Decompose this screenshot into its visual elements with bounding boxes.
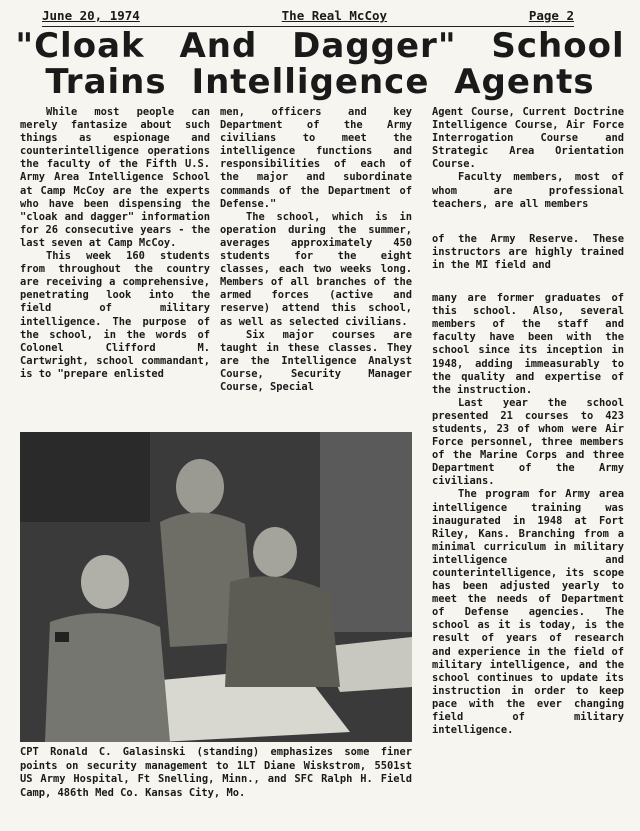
paragraph: Six major courses are taught in these classes. They are the Intelligence Analyst Course, Security Manager Course, Special bbox=[220, 328, 412, 393]
headline-line-2: Trains Intelligence Agents bbox=[45, 62, 595, 102]
headline-line-1: "Cloak And Dagger" School bbox=[15, 26, 625, 66]
paragraph: Last year the school presented 21 courses to 423 students, 23 of whom were Air Force personnel, three members of the Marine Corps and three Department of the Army civilians. bbox=[432, 396, 624, 488]
page-number: Page 2 bbox=[528, 8, 574, 23]
photo-illustration bbox=[20, 432, 412, 742]
issue-date: June 20, 1974 bbox=[42, 8, 140, 23]
paragraph: Agent Course, Current Doctrine Intelligence Course, Air Force Interrogation Course and Strategic Area Orientation Course. bbox=[432, 106, 624, 171]
paragraph: This week 160 students from throughout the country are receiving a comprehensive, penetrating look into the field of military intelligence. The purpose of the school, in the words of Colonel Clifford M. Cartwright, school commandant, is to "prepare enlisted bbox=[20, 250, 210, 380]
paragraph: The program for Army area intelligence training was inaugurated in 1948 at Fort Riley, Kans. Branching from a minimal curriculum in military intelligence and counterintelligence, its scope has been adjusted yearly to meet the needs of Department of Defense agencies. The school as it is today, is the result of years of research and experience in the field of military intelligence, and the school continues to update its instruction in order to keep pace with the ever changing field of military intelligence. bbox=[432, 488, 624, 737]
paragraph: men, officers and key Department of the Army civilians to meet the intelligence functions and responsibilities of each of the major and subordinate commands of the Department of Defense." bbox=[220, 106, 412, 210]
article-column-2 bbox=[220, 106, 412, 432]
paragraph: Faculty members, most of whom are professional teachers, are all members bbox=[432, 171, 624, 210]
masthead bbox=[42, 8, 574, 27]
paragraph: The school, which is in operation during the summer, averages approximately 450 students for the eight classes, each two weeks long. Members of all branches of the armed forces (active and reserve) attend this school, as well as selected civilians. bbox=[220, 210, 412, 328]
photo-caption: CPT Ronald C. Galasinski (standing) emphasizes some finer points on security management to 1LT Diane Wiskstrom, 5501st US Army Hospital, Ft Snelling, Minn., and SFC Ralph H. Field Camp, 486th Med Co. Kansas City, Mo. bbox=[20, 746, 412, 799]
publication-name: The Real McCoy bbox=[281, 8, 388, 23]
paragraph: While most people can merely fantasize about such things as espionage and counterintelligence operations the faculty of the Fifth U.S. Army Area Intelligence School at Camp McCoy are the experts who have been dispensing the "cloak and dagger" information for 26 consecutive years - the last seven at Camp McCoy. bbox=[20, 106, 210, 249]
article-photo bbox=[20, 432, 412, 742]
article-headline bbox=[12, 28, 628, 100]
article-column-1 bbox=[20, 106, 210, 432]
paragraph: many are former graduates of this school. Also, several members of the staff and faculty have been with the school since its inception in 1948, adding immeasurably to the quality and expertise of the instruction. bbox=[432, 292, 624, 396]
article-column-3 bbox=[432, 106, 624, 737]
paragraph: of the Army Reserve. These instructors are highly trained in the MI field and bbox=[432, 232, 624, 271]
